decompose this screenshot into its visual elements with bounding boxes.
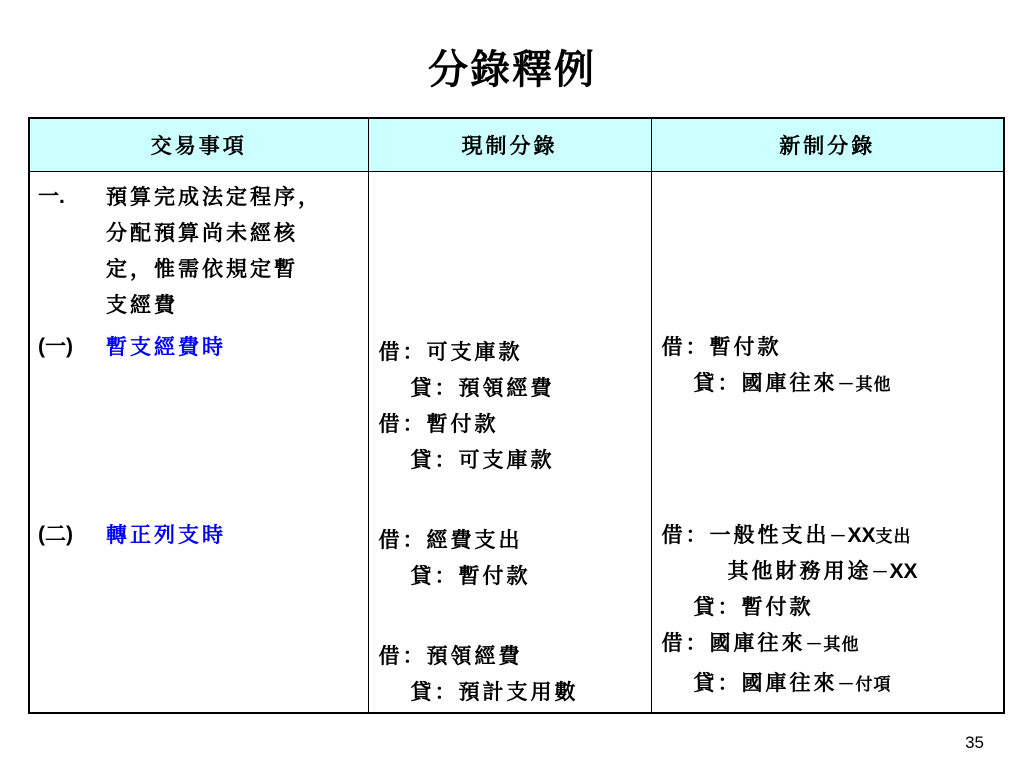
entry-line: 借：經費支出 — [378, 527, 523, 552]
header-current-entries: 現制分錄 — [368, 118, 651, 172]
item-text-line: 定，惟需依規定暫 — [106, 256, 298, 281]
sub-item-marker: (二) — [38, 523, 73, 546]
sub-item-label: 暫支經費時 — [106, 334, 226, 359]
entry-main: 借：一般性支出 — [661, 522, 830, 547]
entry-subaccount: 其他 — [823, 635, 860, 655]
entry-line: 貸：暫付款 — [410, 563, 531, 588]
entry-line: 貸：預領經費 — [410, 375, 555, 400]
transaction-cell — [29, 172, 368, 714]
entry-line: 借：暫付款 — [661, 334, 782, 359]
entry-subaccount: 付項 — [855, 675, 892, 695]
entry-dash: － — [829, 527, 848, 547]
new-entries-cell — [651, 172, 1004, 714]
entry-dash: － — [837, 675, 856, 695]
entry-dash: － — [805, 635, 824, 655]
item-marker: 一. — [38, 185, 65, 208]
entry-main: 貸：國庫往來 — [693, 370, 838, 395]
entry-dash: － — [871, 563, 890, 583]
journal-entries-table — [28, 117, 1005, 714]
entry-line — [728, 556, 918, 588]
entry-code: XX — [847, 524, 876, 547]
item-text-line: 分配預算尚未經核 — [106, 220, 298, 245]
entry-subaccount: 其他 — [855, 375, 892, 395]
entry-line: 借：可支庫款 — [378, 339, 523, 364]
entry-line: 貸：暫付款 — [693, 594, 814, 619]
page-number: 35 — [965, 733, 984, 752]
item-text-line: 預算完成法定程序， — [106, 184, 322, 209]
entry-line: 借：暫付款 — [378, 411, 499, 436]
table-row — [29, 172, 1004, 714]
entry-line: 借：預領經費 — [378, 643, 523, 668]
entry-main: 借：國庫往來 — [661, 630, 806, 655]
sub-item-label: 轉正列支時 — [106, 522, 226, 547]
entry-line — [694, 368, 892, 400]
entry-line — [662, 520, 912, 552]
entry-line: 貸：可支庫款 — [410, 447, 555, 472]
entry-main: 貸：國庫往來 — [693, 670, 838, 695]
table-header-row — [29, 118, 1004, 172]
entry-subaccount: 支出 — [875, 527, 912, 547]
current-entries-cell — [368, 172, 651, 714]
entry-dash: － — [837, 375, 856, 395]
item-text-line: 支經費 — [106, 292, 178, 317]
entry-line: 貸：預計支用數 — [410, 679, 579, 704]
entry-code: XX — [889, 560, 918, 583]
entry-main: 其他財務用途 — [727, 558, 872, 583]
slide-title: 分錄釋例 — [428, 46, 596, 93]
entry-line — [694, 668, 892, 700]
header-new-entries: 新制分錄 — [651, 118, 1004, 172]
entry-line — [662, 628, 860, 660]
sub-item-marker: (一) — [38, 335, 73, 358]
header-transaction: 交易事項 — [29, 118, 368, 172]
